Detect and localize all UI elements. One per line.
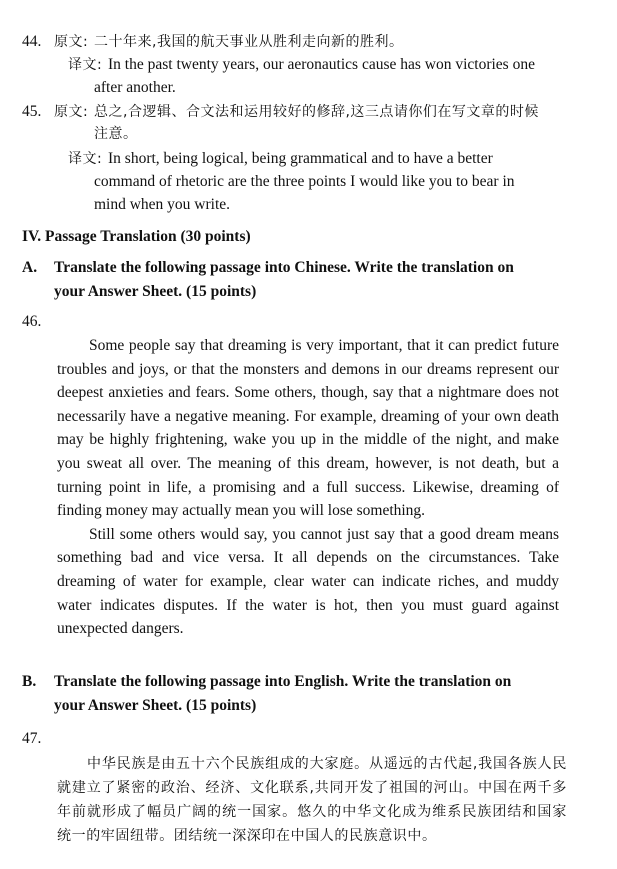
item-number: 44. [22,33,42,50]
passage-number: 47. [22,730,42,747]
translation-row [68,147,608,171]
translation-text: In short, being logical, being grammatical and to have a better [108,150,493,167]
sentence-item-45 [22,100,592,216]
translation-text: In the past twenty years, our aeronautics cause has won victories one [108,56,535,73]
source-text: 总之,合逻辑、合文法和运用较好的修辞,这三点请你们在写文章的时候 [94,104,539,120]
translation-label: 译文: [68,57,103,73]
paragraph: Some people say that dreaming is very important, that it can predict future troubles and joys, or that the monsters and demons in our dreams represent our deepest anxieties and fears. Some others, though, say that a nightmare does not necessarily have a negative meaning. For example, dreaming of your own death may be highly frightening, wake you up in the middle of the night, and make you sweat all over. The meaning of this dream, however, is not death, but a turning point in life, a promising and a full success. Likewise, dreaming of finding money may actually mean you will lose something. [57,337,559,520]
instruction-line: Translate the following passage into Chinese. Write the translation on [54,259,514,276]
source-row [54,100,594,124]
source-text: 二十年来,我国的航天事业从胜利走向新的胜利。 [94,34,404,50]
section-a-instruction [22,256,582,306]
translation-continuation: after another. [94,79,176,96]
source-continuation: 注意。 [94,126,138,142]
sentence-item-44 [22,30,592,94]
source-label: 原文: [54,104,89,120]
passage-number: 46. [22,313,42,330]
item-number: 45. [22,103,42,120]
translation-continuation: mind when you write. [94,196,231,213]
section-b-instruction [22,670,582,720]
translation-row [68,53,608,77]
instruction-line: your Answer Sheet. (15 points) [54,697,257,714]
translation-continuation: command of rhetoric are the three points I would like you to bear in [94,173,515,190]
source-row [54,30,594,54]
paragraph: Still some others would say, you cannot just say that a good dream means something bad and vice versa. It all depends on the circumstances. Take dreaming of water for example, clear water can indicate riches, and muddy water indicates disputes. If the water is hot, then you must guard against unexpected dangers. [57,525,559,638]
passage-46-text [57,334,559,641]
source-label: 原文: [54,34,89,50]
passage-47-text: 中华民族是由五十六个民族组成的大家庭。从遥远的古代起,我国各族人民就建立了紧密的政治、经济、文化联系,共同开发了祖国的河山。中国在两千多年前就形成了幅员广阔的统一国家。悠久的中华文化成为维系民族团结和国家统一的牢固纽带。团结统一深深印在中国人的民族意识中。 [57,756,567,844]
section-letter: B. [22,673,37,690]
section-letter: A. [22,259,38,276]
section-heading: IV. Passage Translation (30 points) [22,228,251,245]
instruction-line: your Answer Sheet. (15 points) [54,283,257,300]
translation-label: 译文: [68,151,103,167]
instruction-line: Translate the following passage into English. Write the translation on [54,673,512,690]
